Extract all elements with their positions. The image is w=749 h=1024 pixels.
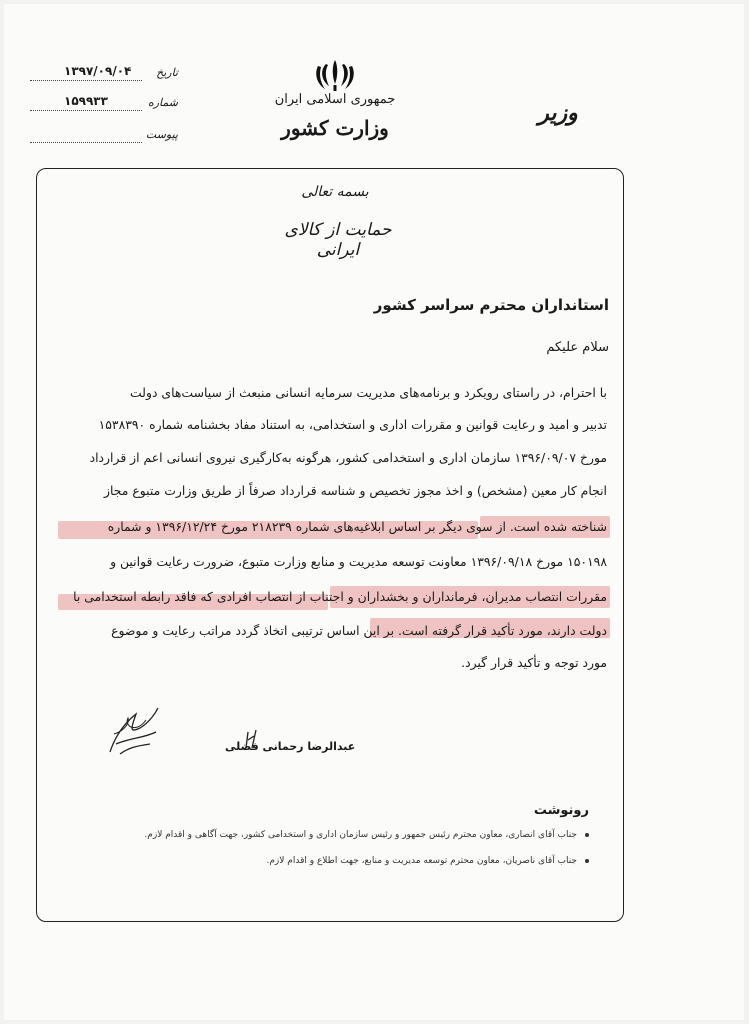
bullet-icon (585, 859, 589, 863)
body-line: تدبیر و امید و رعایت قوانین و مقررات اداری و استخدامی، به استناد مفاد بخشنامه شماره ۱۵۳۸۳۹۰ (98, 417, 607, 432)
minister-title: وزیر (538, 100, 578, 126)
body-line: مورد توجه و تأکید قرار گیرد. (461, 655, 607, 670)
ministry-name: وزارت کشور (281, 116, 389, 140)
cc-item-text: جناب آقای انصاری، معاون محترم رئیس جمهور و رئیس سازمان اداری و استخدامی کشور، جهت آگاهی و اقدام لازم. (144, 830, 577, 840)
number-field (30, 96, 178, 114)
date-field (30, 66, 178, 84)
number-label: شماره (147, 96, 178, 109)
addressee: استانداران محترم سراسر کشور (373, 296, 609, 314)
iran-emblem-icon (312, 58, 358, 92)
body-line: مقررات انتصاب مدیران، فرمانداران و بخشداران و اجتناب از انتصاب افرادی که فاقد رابطه استخدامی با (73, 589, 607, 604)
bullet-icon (585, 833, 589, 837)
basmala: بسمه تعالی (301, 184, 369, 200)
greeting: سلام علیکم (546, 340, 609, 355)
date-value: ۱۳۹۷/۰۹/۰۴ (64, 64, 132, 78)
motto: حمایت از کالای ایرانی (284, 220, 392, 260)
cc-title: رونوشت (533, 803, 589, 818)
body-line: مورخ ۱۳۹۶/۰۹/۰۷ سازمان اداری و استخدامی کشور، هرگونه به‌کارگیری نیروی انسانی اعم از قرارداد (89, 450, 607, 465)
body-line: شناخته شده است. از سوی دیگر بر اساس ابلاغیه‌های شماره ۲۱۸۲۳۹ مورخ ۱۳۹۶/۱۲/۲۴ و شماره (107, 519, 607, 534)
attachment-field (30, 128, 178, 146)
date-label: تاریخ (156, 66, 178, 79)
signer-name: عبدالرضا رحمانی فضلی (225, 740, 356, 753)
gov-name: جمهوری اسلامی ایران (274, 92, 396, 107)
cc-item (267, 856, 590, 866)
number-value: ۱۵۹۹۳۳ (64, 94, 108, 108)
attachment-label: پیوست (145, 128, 178, 141)
body-line: با احترام، در راستای رویکرد و برنامه‌های مدیریت سرمایه انسانی منبعث از سیاست‌های دولت (130, 385, 607, 400)
body-line: انجام کار معین (مشخص) و اخذ مجوز تخصیص و شناسه قرارداد صرفاً از طریق وزارت متبوع مجاز (104, 483, 607, 498)
cc-item-text: جناب آقای ناصریان، معاون محترم توسعه مدیریت و منابع، جهت اطلاع و اقدام لازم. (266, 856, 577, 866)
handwritten-signature (106, 704, 162, 758)
cc-item (144, 830, 589, 840)
body-line: دولت دارند، مورد تأکید قرار گرفته است. بر این اساس ترتیبی اتخاذ گردد مراتب رعایت و موضوع (111, 623, 607, 638)
body-line: ۱۵۰۱۹۸ مورخ ۱۳۹۶/۰۹/۱۸ معاونت توسعه مدیریت و منابع وزارت متبوع، ضرورت رعایت قوانین و (110, 554, 607, 569)
